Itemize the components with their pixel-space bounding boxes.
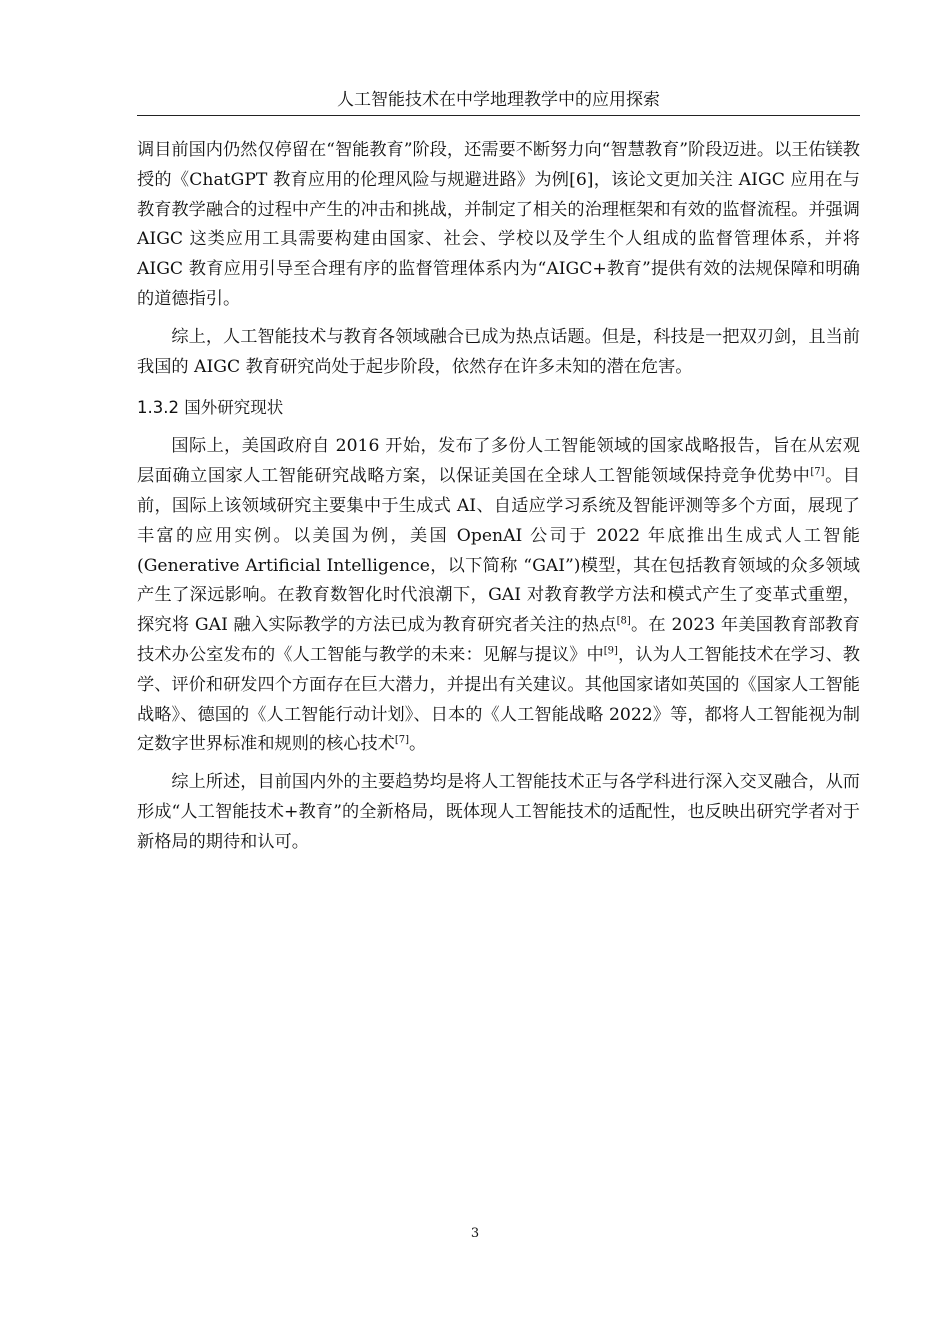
paragraph-3-text-3: 。在 2023 年美国教育部教育技术办公室发布的《人工智能与教学的未来：见解与提议》中 [137, 615, 860, 665]
body-text [137, 136, 860, 858]
page-number: 3 [470, 1226, 480, 1241]
paragraph-3-text-4: ，认为人工智能技术在学习、教学、评价和研发四个方面存在巨大潜力，并提出有关建议。其他国家诸如英国的《国家人工智能战略》、德国的《人工智能行动计划》、日本的《人工智能战略 2022》等，都将人工智能视为制定数字世界标准和规则的核心技术 [137, 644, 860, 755]
paragraph-3-text-1: 国际上，美国政府自 2016 开始，发布了多份人工智能领域的国家战略报告，旨在从宏观层面确立国家人工智能研究战略方案，以保证美国在全球人工智能领域保持竞争优势中 [137, 436, 860, 487]
citation-ref: [8] [616, 615, 631, 627]
paragraph-3-text-5: 。 [409, 734, 427, 755]
citation-ref: [7] [810, 466, 825, 478]
citation-ref: [9] [603, 645, 618, 657]
paragraph-2: 综上，人工智能技术与教育各领域融合已成为热点话题。但是，科技是一把双刃剑，且当前我国的 AIGC 教育研究尚处于起步阶段，依然存在许多未知的潜在危害。 [137, 326, 860, 377]
running-header: 人工智能技术在中学地理教学中的应用探索 [137, 88, 860, 116]
paragraph-3-text-2: 。目前，国际上该领域研究主要集中于生成式 AI、自适应学习系统及智能评测等多个方面，展现了丰富的应用实例。以美国为例，美国 OpenAI 公司于 2022 年底推出生成式人工智能 (Generative Artificial Intelligence，以下简称 “GAI”)模型，其在包括教育领域的众多领域产生了深远影响。在教育数智化时代浪潮下，GAI 对教育教学方法和模式产生了变革式重塑，探究将 GAI 融入实际教学的方法已成为教育研究者关注的热点 [137, 466, 860, 636]
section-heading: 1.3.2 国外研究现状 [137, 398, 284, 418]
paragraph-4: 综上所述，目前国内外的主要趋势均是将人工智能技术正与各学科进行深入交叉融合，从而形成“人工智能技术+教育”的全新格局，既体现人工智能技术的适配性，也反映出研究学者对于新格局的期待和认可。 [137, 772, 860, 852]
paragraph-3 [137, 432, 860, 760]
paragraph-1: 调目前国内仍然仅停留在“智能教育”阶段，还需要不断努力向“智慧教育”阶段迈进。以王佑镁教授的《ChatGPT 教育应用的伦理风险与规避进路》为例[6]，该论文更加关注 AIGC 应用在与教育教学融合的过程中产生的冲击和挑战，并制定了相关的治理框架和有效的监督流程。并强调 AIGC 这类应用工具需要构建由国家、社会、学校以及学生个人组成的监督管理体系，并将 AIGC 教育应用引导至合理有序的监督管理体系内为“AIGC+教育”提供有效的法规保障和明确的道德指引。 [137, 140, 860, 309]
citation-ref: [7] [394, 734, 409, 746]
